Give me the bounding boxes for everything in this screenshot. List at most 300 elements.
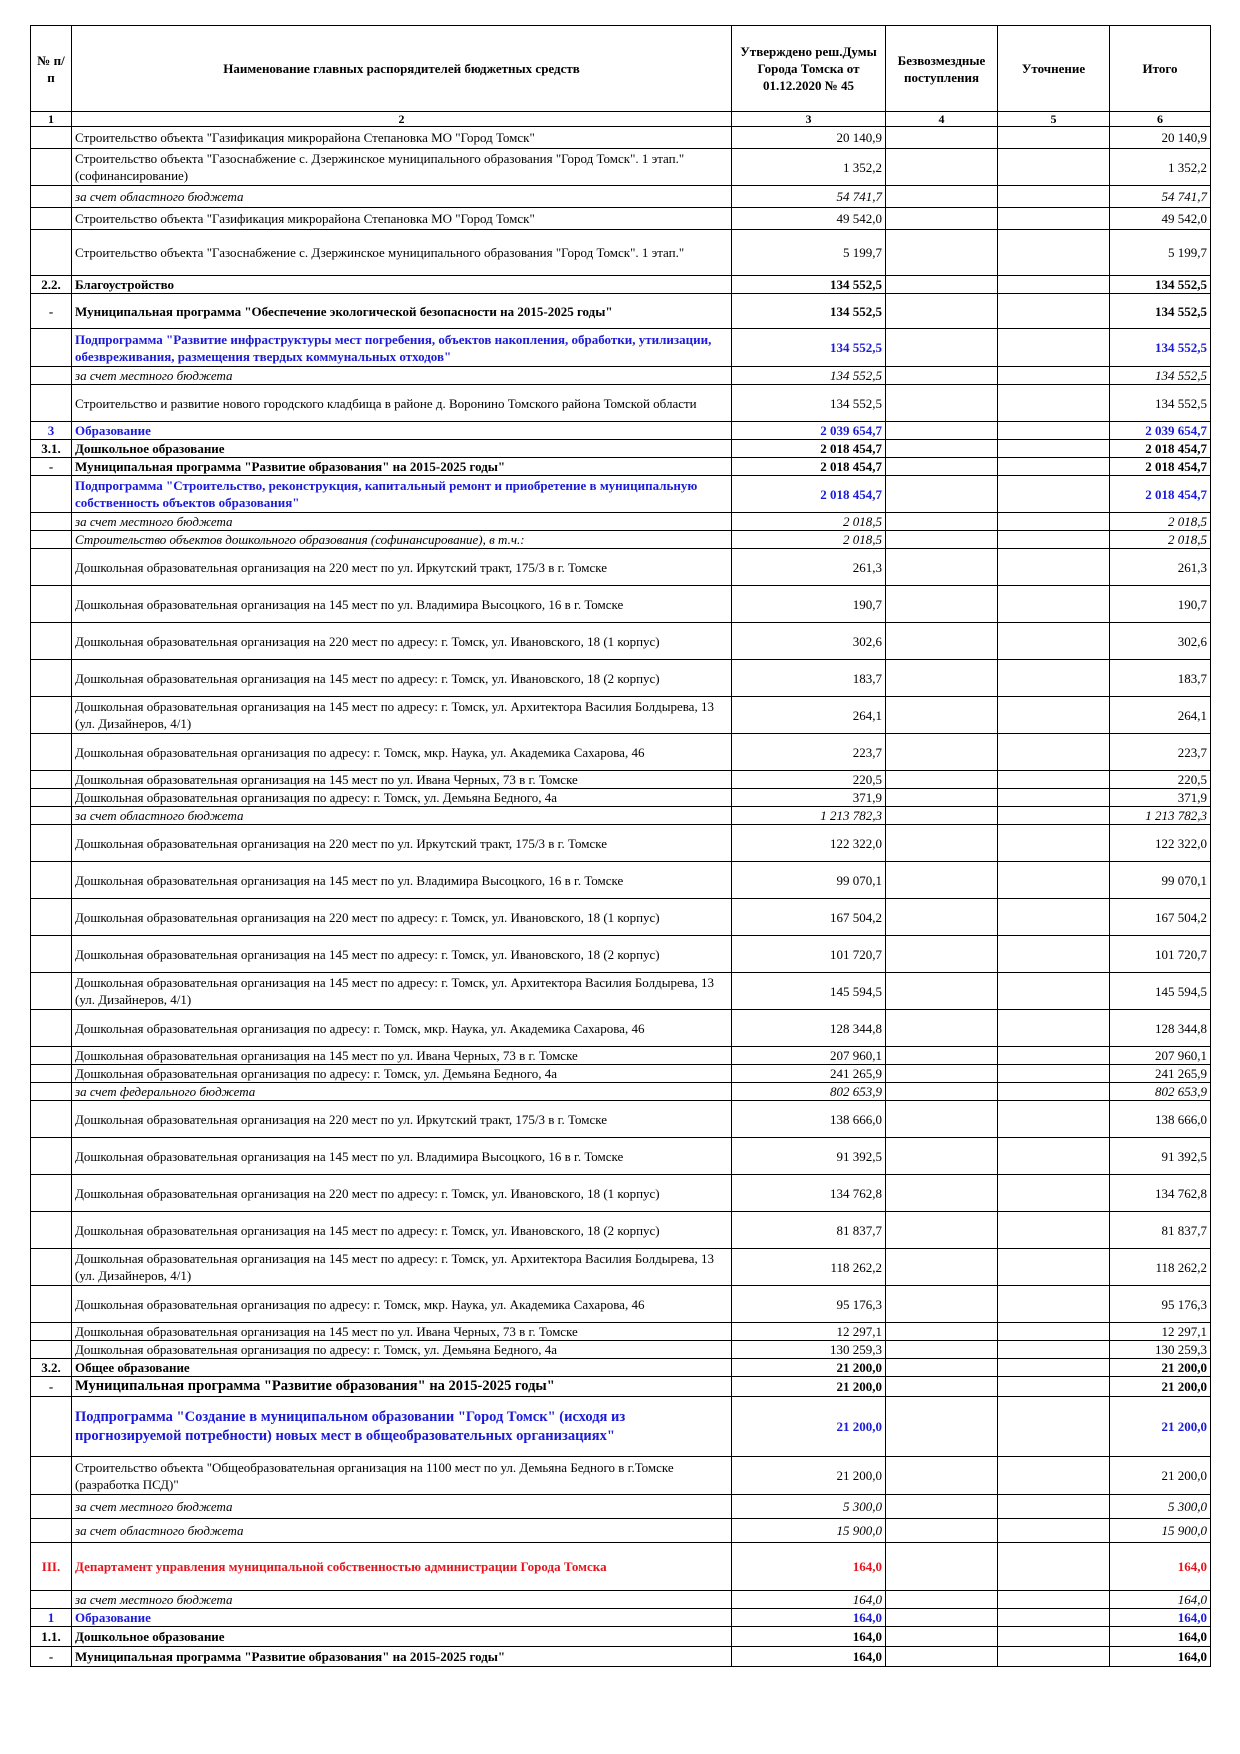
- row-grants-amount: [886, 1591, 998, 1609]
- row-total-amount: 164,0: [1110, 1609, 1211, 1627]
- row-approved-amount: 2 018 454,7: [732, 458, 886, 476]
- row-name: Дошкольная образовательная организация по адресу: г. Томск, ул. Демьяна Бедного, 4а: [72, 1341, 732, 1359]
- row-approved-amount: 134 552,5: [732, 367, 886, 385]
- row-approved-amount: 207 960,1: [732, 1047, 886, 1065]
- row-total-amount: 2 018,5: [1110, 531, 1211, 549]
- table-row: [31, 1519, 1211, 1543]
- row-number: [31, 1065, 72, 1083]
- row-approved-amount: 49 542,0: [732, 208, 886, 230]
- row-grants-amount: [886, 1010, 998, 1047]
- row-approved-amount: 99 070,1: [732, 862, 886, 899]
- row-grants-amount: [886, 1138, 998, 1175]
- row-name: Строительство объектов дошкольного образования (софинансирование), в т.ч.:: [72, 531, 732, 549]
- row-grants-amount: [886, 149, 998, 186]
- table-row: [31, 734, 1211, 771]
- row-grants-amount: [886, 1627, 998, 1647]
- column-index: 6: [1110, 112, 1211, 127]
- table-row: [31, 1543, 1211, 1591]
- row-grants-amount: [886, 1495, 998, 1519]
- row-approved-amount: 145 594,5: [732, 973, 886, 1010]
- row-adjustment-amount: [998, 329, 1110, 367]
- row-number: [31, 697, 72, 734]
- row-name: за счет областного бюджета: [72, 186, 732, 208]
- row-name: Строительство объекта "Газоснабжение с. Дзержинское муниципального образования "Город Томск". 1 этап.": [72, 230, 732, 276]
- row-grants-amount: [886, 586, 998, 623]
- row-name: Дошкольная образовательная организация по адресу: г. Томск, мкр. Наука, ул. Академика Сахарова, 46: [72, 1286, 732, 1323]
- row-approved-amount: 138 666,0: [732, 1101, 886, 1138]
- row-grants-amount: [886, 936, 998, 973]
- row-adjustment-amount: [998, 208, 1110, 230]
- row-number: [31, 899, 72, 936]
- row-number: [31, 1010, 72, 1047]
- table-row: [31, 1047, 1211, 1065]
- row-total-amount: 54 741,7: [1110, 186, 1211, 208]
- table-row: [31, 458, 1211, 476]
- row-adjustment-amount: [998, 458, 1110, 476]
- row-approved-amount: 164,0: [732, 1647, 886, 1667]
- table-row: [31, 367, 1211, 385]
- row-approved-amount: 134 552,5: [732, 329, 886, 367]
- row-total-amount: 164,0: [1110, 1627, 1211, 1647]
- row-adjustment-amount: [998, 1047, 1110, 1065]
- row-adjustment-amount: [998, 476, 1110, 513]
- row-number: [31, 367, 72, 385]
- row-name: Дошкольная образовательная организация на 220 мест по ул. Иркутский тракт, 175/3 в г. Томске: [72, 1101, 732, 1138]
- row-adjustment-amount: [998, 973, 1110, 1010]
- row-total-amount: 1 213 782,3: [1110, 807, 1211, 825]
- row-number: 3: [31, 422, 72, 440]
- row-grants-amount: [886, 1543, 998, 1591]
- row-grants-amount: [886, 1377, 998, 1397]
- row-name: Дошкольная образовательная организация на 220 мест по адресу: г. Томск, ул. Ивановского, 18 (1 корпус): [72, 1175, 732, 1212]
- table-row: [31, 1065, 1211, 1083]
- row-grants-amount: [886, 973, 998, 1010]
- row-total-amount: 207 960,1: [1110, 1047, 1211, 1065]
- row-total-amount: 802 653,9: [1110, 1083, 1211, 1101]
- row-total-amount: 134 552,5: [1110, 385, 1211, 422]
- row-number: [31, 1047, 72, 1065]
- table-row: [31, 422, 1211, 440]
- row-total-amount: 5 300,0: [1110, 1495, 1211, 1519]
- row-approved-amount: 241 265,9: [732, 1065, 886, 1083]
- row-grants-amount: [886, 422, 998, 440]
- row-approved-amount: 122 322,0: [732, 825, 886, 862]
- table-row: [31, 440, 1211, 458]
- table-row: [31, 623, 1211, 660]
- row-adjustment-amount: [998, 1359, 1110, 1377]
- row-grants-amount: [886, 1457, 998, 1495]
- row-approved-amount: 5 199,7: [732, 230, 886, 276]
- row-total-amount: 134 552,5: [1110, 294, 1211, 329]
- row-grants-amount: [886, 367, 998, 385]
- row-name: Строительство объекта "Газификация микрорайона Степановка МО "Город Томск": [72, 208, 732, 230]
- row-name: за счет местного бюджета: [72, 1591, 732, 1609]
- row-approved-amount: 164,0: [732, 1591, 886, 1609]
- row-approved-amount: 2 018 454,7: [732, 476, 886, 513]
- row-adjustment-amount: [998, 1377, 1110, 1397]
- table-row: [31, 1359, 1211, 1377]
- row-approved-amount: 91 392,5: [732, 1138, 886, 1175]
- row-adjustment-amount: [998, 1212, 1110, 1249]
- row-adjustment-amount: [998, 1138, 1110, 1175]
- row-number: -: [31, 294, 72, 329]
- row-name: Дошкольная образовательная организация на 145 мест по ул. Владимира Высоцкого, 16 в г. Томске: [72, 1138, 732, 1175]
- row-grants-amount: [886, 1397, 998, 1457]
- row-grants-amount: [886, 899, 998, 936]
- row-approved-amount: 164,0: [732, 1609, 886, 1627]
- row-approved-amount: 2 039 654,7: [732, 422, 886, 440]
- table-row: [31, 127, 1211, 149]
- row-adjustment-amount: [998, 1647, 1110, 1667]
- header-row: [31, 26, 1211, 112]
- row-grants-amount: [886, 1083, 998, 1101]
- row-approved-amount: 167 504,2: [732, 899, 886, 936]
- row-name: Дошкольная образовательная организация на 145 мест по ул. Ивана Черных, 73 в г. Томске: [72, 1323, 732, 1341]
- row-name: Дошкольная образовательная организация на 220 мест по адресу: г. Томск, ул. Ивановского, 18 (1 корпус): [72, 623, 732, 660]
- row-grants-amount: [886, 127, 998, 149]
- row-approved-amount: 164,0: [732, 1543, 886, 1591]
- table-row: [31, 1286, 1211, 1323]
- row-name: за счет местного бюджета: [72, 367, 732, 385]
- column-index-row: [31, 112, 1211, 127]
- row-grants-amount: [886, 1341, 998, 1359]
- table-row: [31, 1249, 1211, 1286]
- row-adjustment-amount: [998, 586, 1110, 623]
- row-total-amount: 134 552,5: [1110, 329, 1211, 367]
- row-name: Подпрограмма "Создание в муниципальном образовании "Город Томск" (исходя из прогнозируемой потребности) новых мест в общеобразовательных организациях": [72, 1397, 732, 1457]
- table-row: [31, 973, 1211, 1010]
- row-name: Образование: [72, 422, 732, 440]
- row-total-amount: 371,9: [1110, 789, 1211, 807]
- row-approved-amount: 134 552,5: [732, 276, 886, 294]
- row-number: III.: [31, 1543, 72, 1591]
- column-index: 3: [732, 112, 886, 127]
- row-adjustment-amount: [998, 127, 1110, 149]
- row-name: Департамент управления муниципальной собственностью администрации Города Томска: [72, 1543, 732, 1591]
- row-total-amount: 134 552,5: [1110, 276, 1211, 294]
- table-row: [31, 771, 1211, 789]
- row-grants-amount: [886, 476, 998, 513]
- table-row: [31, 149, 1211, 186]
- row-total-amount: 20 140,9: [1110, 127, 1211, 149]
- row-adjustment-amount: [998, 1065, 1110, 1083]
- row-name: Общее образование: [72, 1359, 732, 1377]
- row-name: за счет областного бюджета: [72, 1519, 732, 1543]
- row-adjustment-amount: [998, 440, 1110, 458]
- table-row: [31, 1010, 1211, 1047]
- row-grants-amount: [886, 1519, 998, 1543]
- row-total-amount: 128 344,8: [1110, 1010, 1211, 1047]
- row-grants-amount: [886, 1175, 998, 1212]
- row-total-amount: 2 018,5: [1110, 513, 1211, 531]
- row-approved-amount: 95 176,3: [732, 1286, 886, 1323]
- row-total-amount: 21 200,0: [1110, 1359, 1211, 1377]
- row-name: Дошкольная образовательная организация на 220 мест по ул. Иркутский тракт, 175/3 в г. Томске: [72, 549, 732, 586]
- row-adjustment-amount: [998, 697, 1110, 734]
- row-grants-amount: [886, 862, 998, 899]
- row-adjustment-amount: [998, 1519, 1110, 1543]
- row-total-amount: 21 200,0: [1110, 1377, 1211, 1397]
- row-grants-amount: [886, 1249, 998, 1286]
- row-total-amount: 220,5: [1110, 771, 1211, 789]
- row-total-amount: 134 552,5: [1110, 367, 1211, 385]
- row-number: [31, 476, 72, 513]
- row-number: [31, 1495, 72, 1519]
- table-row: [31, 1377, 1211, 1397]
- row-number: [31, 1212, 72, 1249]
- row-number: 3.1.: [31, 440, 72, 458]
- row-total-amount: 122 322,0: [1110, 825, 1211, 862]
- row-approved-amount: 134 552,5: [732, 294, 886, 329]
- row-name: за счет федерального бюджета: [72, 1083, 732, 1101]
- row-grants-amount: [886, 531, 998, 549]
- row-grants-amount: [886, 513, 998, 531]
- table-row: [31, 208, 1211, 230]
- row-number: [31, 1175, 72, 1212]
- row-grants-amount: [886, 208, 998, 230]
- row-approved-amount: 371,9: [732, 789, 886, 807]
- row-total-amount: 101 720,7: [1110, 936, 1211, 973]
- row-name: Дошкольная образовательная организация по адресу: г. Томск, мкр. Наука, ул. Академика Сахарова, 46: [72, 734, 732, 771]
- table-row: [31, 807, 1211, 825]
- row-number: [31, 973, 72, 1010]
- row-approved-amount: 164,0: [732, 1627, 886, 1647]
- row-approved-amount: 1 213 782,3: [732, 807, 886, 825]
- row-total-amount: 264,1: [1110, 697, 1211, 734]
- row-number: [31, 186, 72, 208]
- row-approved-amount: 21 200,0: [732, 1397, 886, 1457]
- row-name: Дошкольная образовательная организация на 220 мест по адресу: г. Томск, ул. Ивановского, 18 (1 корпус): [72, 899, 732, 936]
- row-name: Дошкольная образовательная организация на 145 мест по адресу: г. Томск, ул. Ивановского, 18 (2 корпус): [72, 1212, 732, 1249]
- row-name: Дошкольная образовательная организация по адресу: г. Томск, ул. Демьяна Бедного, 4а: [72, 789, 732, 807]
- row-grants-amount: [886, 623, 998, 660]
- row-name: Муниципальная программа "Развитие образования" на 2015-2025 годы": [72, 1377, 732, 1397]
- table-row: [31, 1175, 1211, 1212]
- col-header-name: Наименование главных распорядителей бюджетных средств: [72, 26, 732, 112]
- row-approved-amount: 81 837,7: [732, 1212, 886, 1249]
- row-adjustment-amount: [998, 422, 1110, 440]
- col-header-approved: Утверждено реш.Думы Города Томска от 01.12.2020 № 45: [732, 26, 886, 112]
- row-name: Муниципальная программа "Развитие образования" на 2015-2025 годы": [72, 458, 732, 476]
- row-name: Дошкольная образовательная организация на 220 мест по ул. Иркутский тракт, 175/3 в г. Томске: [72, 825, 732, 862]
- row-adjustment-amount: [998, 385, 1110, 422]
- row-adjustment-amount: [998, 936, 1110, 973]
- row-name: Муниципальная программа "Обеспечение экологической безопасности на 2015-2025 годы": [72, 294, 732, 329]
- row-adjustment-amount: [998, 1397, 1110, 1457]
- row-adjustment-amount: [998, 531, 1110, 549]
- row-grants-amount: [886, 1286, 998, 1323]
- table-row: [31, 1397, 1211, 1457]
- row-approved-amount: 2 018,5: [732, 513, 886, 531]
- row-grants-amount: [886, 294, 998, 329]
- table-body: [31, 127, 1211, 1667]
- table-row: [31, 1609, 1211, 1627]
- row-adjustment-amount: [998, 807, 1110, 825]
- row-approved-amount: 101 720,7: [732, 936, 886, 973]
- row-adjustment-amount: [998, 294, 1110, 329]
- row-approved-amount: 15 900,0: [732, 1519, 886, 1543]
- row-adjustment-amount: [998, 660, 1110, 697]
- row-adjustment-amount: [998, 549, 1110, 586]
- row-number: -: [31, 458, 72, 476]
- row-grants-amount: [886, 186, 998, 208]
- table-row: [31, 789, 1211, 807]
- row-name: Строительство объекта "Общеобразовательная организация на 1100 мест по ул. Демьяна Бедного в г.Томске (разработка ПСД)": [72, 1457, 732, 1495]
- row-grants-amount: [886, 1212, 998, 1249]
- row-name: Строительство объекта "Газификация микрорайона Степановка МО "Город Томск": [72, 127, 732, 149]
- table-row: [31, 476, 1211, 513]
- row-number: [31, 734, 72, 771]
- row-name: Дошкольная образовательная организация по адресу: г. Томск, ул. Демьяна Бедного, 4а: [72, 1065, 732, 1083]
- row-adjustment-amount: [998, 1101, 1110, 1138]
- col-header-num: № п/п: [31, 26, 72, 112]
- row-adjustment-amount: [998, 734, 1110, 771]
- row-name: Дошкольная образовательная организация на 145 мест по ул. Ивана Черных, 73 в г. Томске: [72, 1047, 732, 1065]
- row-approved-amount: 302,6: [732, 623, 886, 660]
- row-adjustment-amount: [998, 1591, 1110, 1609]
- row-number: [31, 513, 72, 531]
- row-adjustment-amount: [998, 230, 1110, 276]
- row-adjustment-amount: [998, 623, 1110, 660]
- row-number: [31, 549, 72, 586]
- row-adjustment-amount: [998, 1083, 1110, 1101]
- table-row: [31, 513, 1211, 531]
- row-name: Подпрограмма "Развитие инфраструктуры мест погребения, объектов накопления, обработки, утилизации, обезвреживания, размещения твердых коммунальных отходов": [72, 329, 732, 367]
- row-number: 3.2.: [31, 1359, 72, 1377]
- row-name: Строительство объекта "Газоснабжение с. Дзержинское муниципального образования "Город Томск". 1 этап." (софинансирование): [72, 149, 732, 186]
- column-index: 2: [72, 112, 732, 127]
- table-row: [31, 1647, 1211, 1667]
- row-adjustment-amount: [998, 513, 1110, 531]
- table-row: [31, 1083, 1211, 1101]
- table-row: [31, 660, 1211, 697]
- column-index: 4: [886, 112, 998, 127]
- row-adjustment-amount: [998, 1249, 1110, 1286]
- col-header-adjustment: Уточнение: [998, 26, 1110, 112]
- row-approved-amount: 130 259,3: [732, 1341, 886, 1359]
- row-number: [31, 825, 72, 862]
- table-row: [31, 385, 1211, 422]
- table-row: [31, 186, 1211, 208]
- row-number: [31, 1397, 72, 1457]
- row-number: [31, 936, 72, 973]
- row-number: [31, 660, 72, 697]
- row-number: -: [31, 1647, 72, 1667]
- table-row: [31, 899, 1211, 936]
- row-approved-amount: 134 552,5: [732, 385, 886, 422]
- row-number: [31, 789, 72, 807]
- row-grants-amount: [886, 549, 998, 586]
- row-grants-amount: [886, 771, 998, 789]
- row-number: [31, 1249, 72, 1286]
- table-row: [31, 825, 1211, 862]
- row-grants-amount: [886, 458, 998, 476]
- table-row: [31, 1101, 1211, 1138]
- row-total-amount: 99 070,1: [1110, 862, 1211, 899]
- row-total-amount: 164,0: [1110, 1591, 1211, 1609]
- row-adjustment-amount: [998, 899, 1110, 936]
- row-number: 2.2.: [31, 276, 72, 294]
- table-row: [31, 329, 1211, 367]
- row-total-amount: 21 200,0: [1110, 1457, 1211, 1495]
- table-row: [31, 276, 1211, 294]
- row-total-amount: 223,7: [1110, 734, 1211, 771]
- table-row: [31, 936, 1211, 973]
- row-total-amount: 5 199,7: [1110, 230, 1211, 276]
- row-name: за счет областного бюджета: [72, 807, 732, 825]
- row-name: за счет местного бюджета: [72, 1495, 732, 1519]
- row-total-amount: 1 352,2: [1110, 149, 1211, 186]
- row-name: Дошкольная образовательная организация на 145 мест по ул. Владимира Высоцкого, 16 в г. Томске: [72, 862, 732, 899]
- row-grants-amount: [886, 734, 998, 771]
- row-approved-amount: 261,3: [732, 549, 886, 586]
- row-grants-amount: [886, 660, 998, 697]
- row-grants-amount: [886, 329, 998, 367]
- row-approved-amount: 21 200,0: [732, 1457, 886, 1495]
- row-grants-amount: [886, 1359, 998, 1377]
- row-number: [31, 586, 72, 623]
- row-approved-amount: 220,5: [732, 771, 886, 789]
- row-approved-amount: 134 762,8: [732, 1175, 886, 1212]
- row-adjustment-amount: [998, 825, 1110, 862]
- column-index: 1: [31, 112, 72, 127]
- table-row: [31, 1457, 1211, 1495]
- row-grants-amount: [886, 1323, 998, 1341]
- row-grants-amount: [886, 276, 998, 294]
- row-total-amount: 164,0: [1110, 1543, 1211, 1591]
- table-row: [31, 1591, 1211, 1609]
- row-number: 1: [31, 1609, 72, 1627]
- row-approved-amount: 118 262,2: [732, 1249, 886, 1286]
- table-row: [31, 697, 1211, 734]
- row-name: Дошкольная образовательная организация на 145 мест по адресу: г. Томск, ул. Ивановского, 18 (2 корпус): [72, 936, 732, 973]
- row-total-amount: 95 176,3: [1110, 1286, 1211, 1323]
- row-grants-amount: [886, 789, 998, 807]
- row-name: за счет местного бюджета: [72, 513, 732, 531]
- row-adjustment-amount: [998, 1543, 1110, 1591]
- row-approved-amount: 190,7: [732, 586, 886, 623]
- col-header-total: Итого: [1110, 26, 1211, 112]
- row-approved-amount: 223,7: [732, 734, 886, 771]
- row-total-amount: 302,6: [1110, 623, 1211, 660]
- row-total-amount: 134 762,8: [1110, 1175, 1211, 1212]
- row-name: Строительство и развитие нового городского кладбища в районе д. Воронино Томского района Томской области: [72, 385, 732, 422]
- row-approved-amount: 5 300,0: [732, 1495, 886, 1519]
- row-total-amount: 190,7: [1110, 586, 1211, 623]
- row-number: -: [31, 1377, 72, 1397]
- row-adjustment-amount: [998, 1609, 1110, 1627]
- row-total-amount: 91 392,5: [1110, 1138, 1211, 1175]
- row-grants-amount: [886, 1609, 998, 1627]
- table-row: [31, 1341, 1211, 1359]
- table-row: [31, 1323, 1211, 1341]
- table-row: [31, 586, 1211, 623]
- row-total-amount: 15 900,0: [1110, 1519, 1211, 1543]
- row-number: [31, 1457, 72, 1495]
- row-adjustment-amount: [998, 771, 1110, 789]
- row-total-amount: 49 542,0: [1110, 208, 1211, 230]
- row-adjustment-amount: [998, 1627, 1110, 1647]
- row-number: [31, 1101, 72, 1138]
- row-total-amount: 130 259,3: [1110, 1341, 1211, 1359]
- row-number: [31, 208, 72, 230]
- table-row: [31, 1212, 1211, 1249]
- row-total-amount: 2 018 454,7: [1110, 476, 1211, 513]
- budget-table: [30, 25, 1211, 1667]
- row-approved-amount: 2 018,5: [732, 531, 886, 549]
- row-adjustment-amount: [998, 1286, 1110, 1323]
- row-name: Дошкольная образовательная организация на 145 мест по ул. Владимира Высоцкого, 16 в г. Томске: [72, 586, 732, 623]
